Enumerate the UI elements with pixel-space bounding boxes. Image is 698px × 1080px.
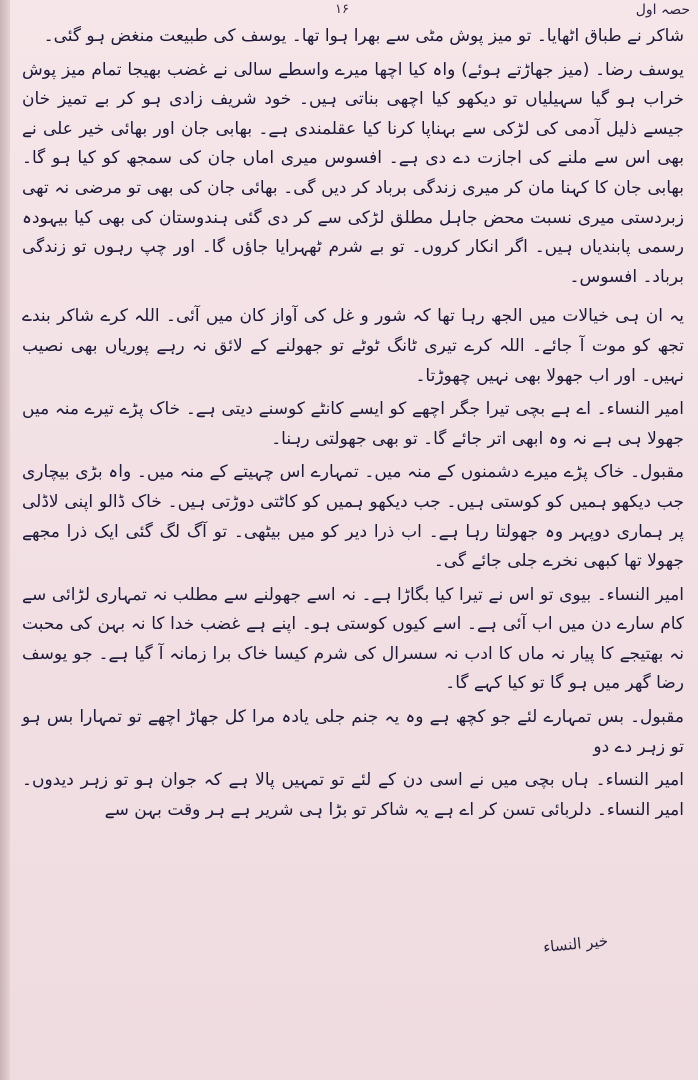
- page-spine-edge: [0, 0, 10, 1080]
- paragraph-1: شاکر نے طباق اٹھایا۔ تو میز پوش مٹی سے بھرا ہوا تھا۔ یوسف کی طبیعت منغض ہو گئی۔: [43, 26, 684, 46]
- paragraph-7: مقبول۔ بس تمہارے لئے جو کچھ ہے وہ یہ جنم جلی یادہ مرا کل جھاڑ اچھے تو تمہارا بس ہو تو زہر دے دو: [22, 707, 684, 757]
- paragraph-2: یوسف رضا۔ (میز جھاڑتے ہوئے) واہ کیا اچھا میرے واسطے سالی نے غضب بھیجا تمام میز پوش خراب ہو گیا سہیلیاں تو دیکھو کیا اچھی بناتی ہیں۔ خود شریف زادی ہو کر بے تمیز خان جیسے ذلیل آدمی کی لڑکی سے بہناپا کرنا کیا عقلمندی ہے۔ بھابی جان اور بھائی خیر علی نے بھی اس سے ملنے کی اجازت دے دی ہے۔ افسوس میری اماں جان کی سمجھ کو کیا ہو گا۔ بھابی جان کا کہنا مان کر میری زندگی برباد کر دیں گی۔ بھائی جان کی بھی تو مرضی نہ تھی زبردستی میری نسبت محض جاہل مطلق لڑکی سے کر دی گئی ہندوستان کی بھی کیا بیہودہ رسمی پابندیاں ہیں۔ اگر انکار کروں۔ تو بے شرم ٹھہرایا جاؤں گا۔ اور چپ رہوں تو زندگی برباد۔ افسوس۔: [22, 59, 684, 287]
- paragraph-3: یہ ان ہی خیالات میں الجھ رہا تھا کہ شور و غل کی آواز کان میں آئی۔ اللہ کرے شاکر بندے تجھ کو موت آ جائے۔ اللہ کرے تیری ٹانگ ٹوٹے تو جھولنے کے لائق نہ رہے پوریاں بھی نصیب نہیں۔ اور اب جھولا بھی نہیں چھوڑتا۔: [22, 306, 684, 386]
- paragraph-8: امیر النساء۔ ہاں بچی میں نے اسی دن کے لئے تو تمہیں پالا ہے کہ جوان ہو تو زہر دیدوں۔ امیر النساء۔ دلربائی تسن کر اے ہے یہ شاکر تو بڑا ہی شریر ہے ہر وقت بہن سے: [22, 770, 684, 820]
- paragraph-4: امیر النساء۔ اے ہے بچی تیرا جگر اچھے کو ایسے کانٹے کوسنے دیتی ہے۔ خاک پڑے تیرے منہ میں جھولا ہی ہے نہ وہ ابھی اتر جائے گا۔ تو بھی جھولتی رہنا۔: [22, 399, 684, 449]
- page-number: ۱۶: [335, 2, 349, 17]
- paragraph-5: مقبول۔ خاک پڑے میرے دشمنوں کے منہ میں۔ تمہارے اس چہیتے کے منہ میں۔ واہ بڑی بیچاری جب دیکھو ہمیں کو کوستی ہیں۔ جب دیکھو ہمیں کو کاٹتی دوڑتی ہیں۔ خاک ڈالو اپنی لاڈلی پر ہماری دوپہر وہ جھولتا رہا ہے۔ اب ذرا دیر کو میں بیٹھی۔ تو آگ لگ گئی ایک ذرا مجھے جھولا تھا کبھی نخرے جلی جائے گی۔: [22, 462, 684, 572]
- page-text: [22, 22, 684, 829]
- running-head: حصہ اول: [635, 2, 690, 18]
- paragraph-6: امیر النساء۔ بیوی تو اس نے تیرا کیا بگاڑا ہے۔ نہ اسے جھولنے سے مطلب نہ تمہاری لڑائی سے کام سارے دن میں اب آئی ہے۔ اسے کیوں کوستی ہو۔ اپنے ہے غضب خدا کا نہ بہن کی محبت نہ بھتیجے کا پیار نہ ماں کا ادب نہ سسرال کی شرم کیسا خاک برا زمانہ آ گیا ہے۔ جو یوسف رضا گھر میں ہو گا تو کیا کہے گا۔: [22, 584, 684, 694]
- handwritten-margin-note: خیر النساء: [542, 931, 609, 957]
